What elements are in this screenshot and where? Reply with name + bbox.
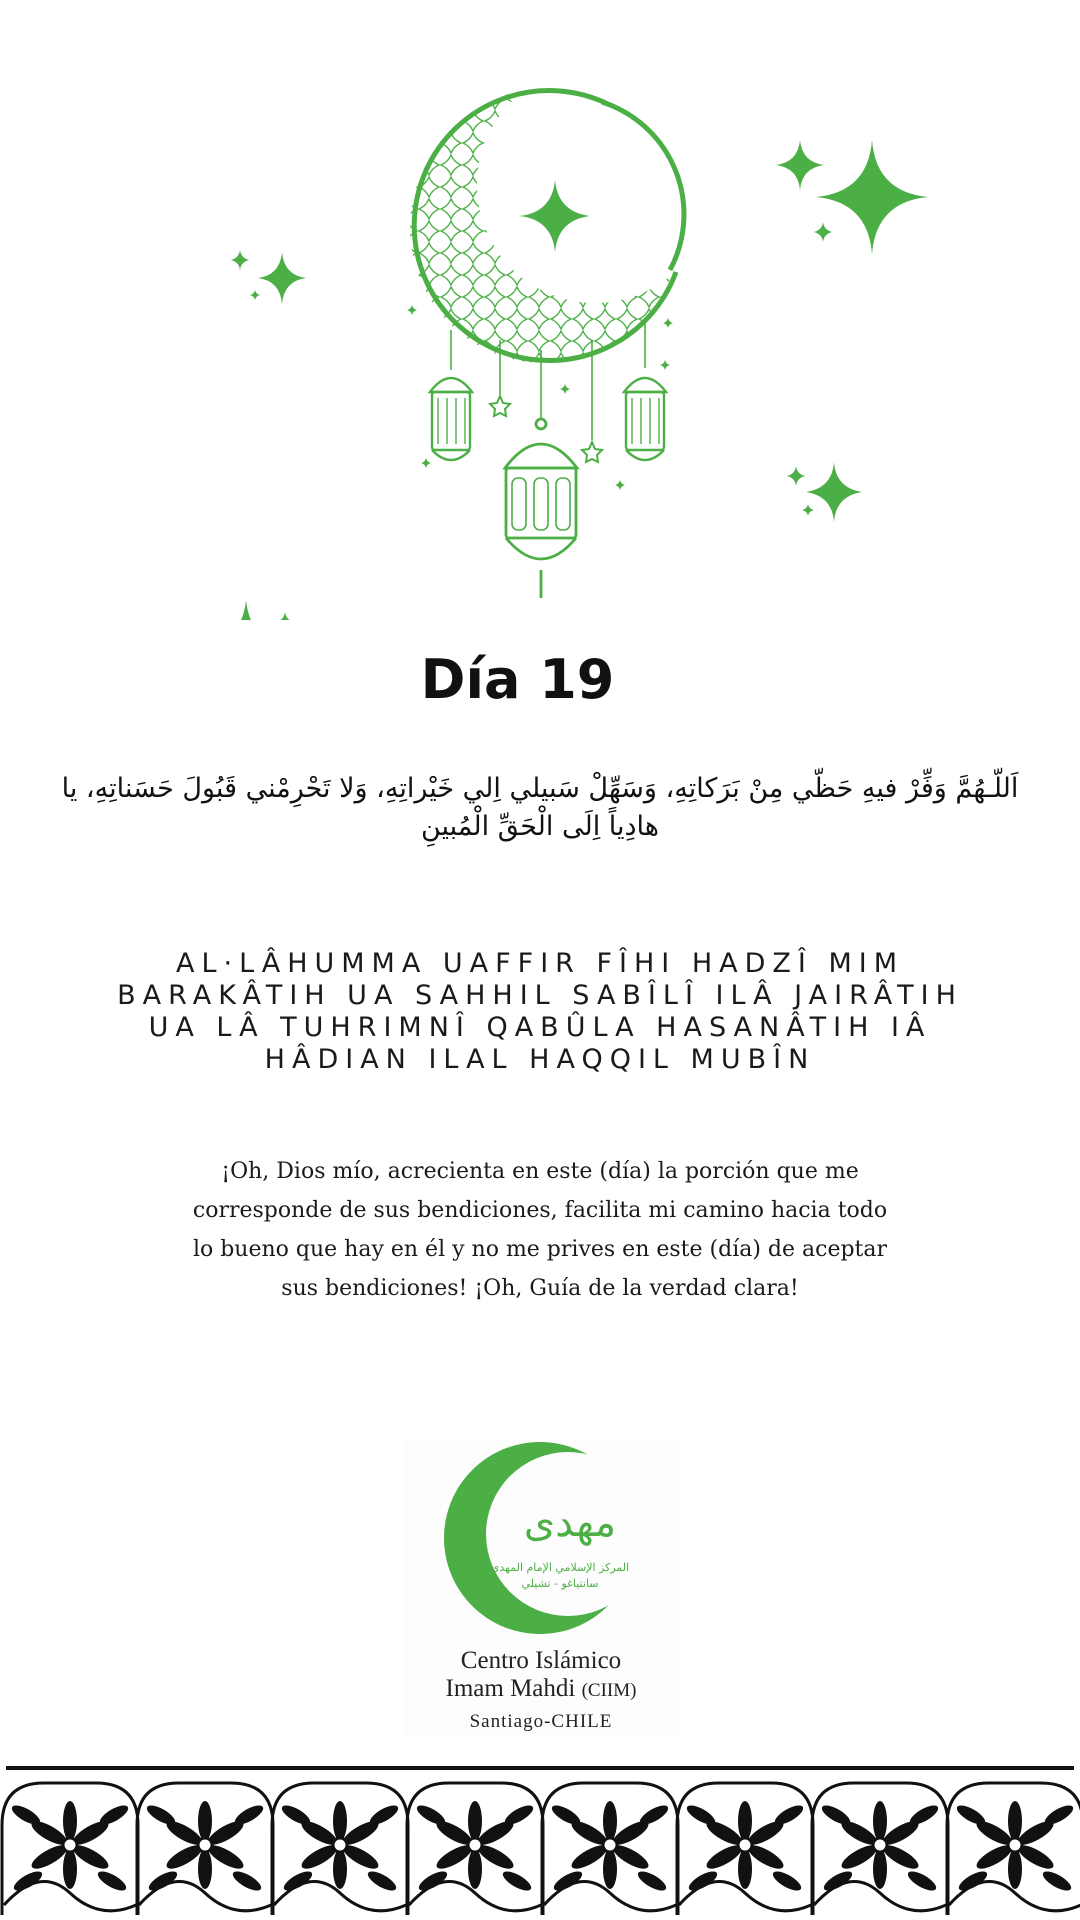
logo-arabic-name: المركز الإسلامي الإمام المهدي: [490, 1561, 630, 1574]
prayer-spanish: ¡Oh, Dios mío, acrecienta en este (día) la porción que me corresponde de sus bendiciones, facilita mi camino hacia todo lo bueno que hay en él y no me prives en este (día) de aceptar sus bendiciones! ¡Oh, Guía de la verdad clara!: [192, 1159, 888, 1301]
prayer-transliteration: AL·LÂHUMMA UAFFIR FÎHI HADZÎ MIM BARAKÂTIH UA SAHHIL SABÎLÎ ILÂ JAIRÂTIH UA LÂ TUHRIMNÎ QABÛLA HASANÂTIH IÂ HÂDIAN ILAL HAQQIL MUBÎN: [117, 948, 963, 1075]
logo-name-line2: [404, 1675, 678, 1703]
logo-name-main: Imam Mahdi: [445, 1675, 576, 1702]
prayer-arabic: اَللّـهُمَّ وَفِّرْ فيهِ حَظّي مِنْ بَرَكاتِهِ، وَسَهِّلْ سَبيلي اِلي خَيْراتِهِ، وَلا تَحْرِمْني قَبُولَ حَسَناتِهِ، يا هادِياً اِلَى الْحَقِّ الْمُبينِ: [61, 773, 1019, 842]
lantern-icon: [624, 378, 666, 460]
logo-calligraphy: مهدی: [523, 1500, 617, 1546]
logo-arabic-location: سانتياغو - تشيلي: [521, 1577, 599, 1590]
hanging-star-icon: [490, 396, 602, 462]
floral-border: [0, 1760, 1080, 1920]
ramadan-illustration: [0, 0, 1080, 620]
page-title: Día 19: [420, 648, 615, 711]
logo-location: Santiago-CHILE: [469, 1711, 613, 1732]
logo-name-line1: Centro Islámico: [460, 1647, 622, 1674]
lantern-icon: [430, 378, 472, 460]
lantern-icon: [505, 419, 577, 598]
logo-name-abbr: (CIIM): [581, 1680, 637, 1701]
